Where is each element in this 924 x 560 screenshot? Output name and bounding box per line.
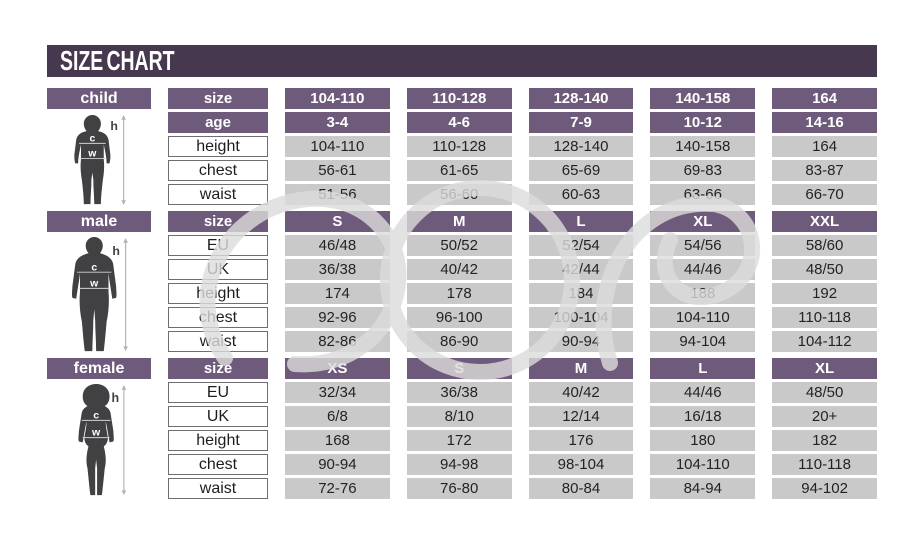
header-cell: M bbox=[529, 358, 634, 379]
value-cell: 94-104 bbox=[650, 331, 755, 352]
value-cell: 178 bbox=[407, 283, 512, 304]
header-cell: XXL bbox=[772, 211, 877, 232]
section-label-child: child bbox=[47, 88, 151, 109]
row-label: waist bbox=[168, 478, 268, 499]
value-cell: 86-90 bbox=[407, 331, 512, 352]
section-child bbox=[47, 88, 877, 205]
value-cell: 96-100 bbox=[407, 307, 512, 328]
value-cell: 42/44 bbox=[529, 259, 634, 280]
chest-label: c bbox=[93, 409, 100, 422]
value-cell: 72-76 bbox=[285, 478, 390, 499]
value-cell: 110-118 bbox=[772, 307, 877, 328]
value-cell: 8/10 bbox=[407, 406, 512, 427]
header-cell: XL bbox=[772, 358, 877, 379]
waist-label: w bbox=[92, 426, 101, 439]
section-label-female: female bbox=[47, 358, 151, 379]
section-male bbox=[47, 211, 877, 352]
value-cell: 182 bbox=[772, 430, 877, 451]
header-cell: L bbox=[650, 358, 755, 379]
value-cell: 110-128 bbox=[407, 136, 512, 157]
female-silhouette-icon bbox=[61, 384, 137, 498]
child-figure bbox=[47, 112, 151, 205]
value-cell: 54/56 bbox=[650, 235, 755, 256]
value-cell: 82-86 bbox=[285, 331, 390, 352]
value-cell: 192 bbox=[772, 283, 877, 304]
header-cell: 110-128 bbox=[407, 88, 512, 109]
female-figure bbox=[47, 382, 151, 499]
header-cell: 14-16 bbox=[772, 112, 877, 133]
value-cell: 188 bbox=[650, 283, 755, 304]
row-label: size bbox=[168, 358, 268, 379]
header-cell: 104-110 bbox=[285, 88, 390, 109]
child-silhouette-icon bbox=[59, 114, 139, 206]
height-label: h bbox=[112, 244, 120, 259]
value-cell: 180 bbox=[650, 430, 755, 451]
row-label: age bbox=[168, 112, 268, 133]
value-cell: 83-87 bbox=[772, 160, 877, 181]
value-cell: 174 bbox=[285, 283, 390, 304]
value-cell: 44/46 bbox=[650, 382, 755, 403]
value-cell: 90-94 bbox=[529, 331, 634, 352]
header-cell: 7-9 bbox=[529, 112, 634, 133]
header-cell: 128-140 bbox=[529, 88, 634, 109]
row-label: waist bbox=[168, 331, 268, 352]
header-cell: S bbox=[407, 358, 512, 379]
value-cell: 80-84 bbox=[529, 478, 634, 499]
section-label-male: male bbox=[47, 211, 151, 232]
value-cell: 56-61 bbox=[285, 160, 390, 181]
value-cell: 176 bbox=[529, 430, 634, 451]
waist-label: w bbox=[90, 278, 99, 290]
value-cell: 128-140 bbox=[529, 136, 634, 157]
value-cell: 58/60 bbox=[772, 235, 877, 256]
row-label: size bbox=[168, 211, 268, 232]
row-label: chest bbox=[168, 307, 268, 328]
value-cell: 20+ bbox=[772, 406, 877, 427]
value-cell: 50/52 bbox=[407, 235, 512, 256]
value-cell: 84-94 bbox=[650, 478, 755, 499]
header-cell: M bbox=[407, 211, 512, 232]
row-label: height bbox=[168, 283, 268, 304]
height-label: h bbox=[111, 391, 120, 406]
value-cell: 36/38 bbox=[407, 382, 512, 403]
value-cell: 46/48 bbox=[285, 235, 390, 256]
page-title-bar bbox=[47, 45, 877, 77]
value-cell: 40/42 bbox=[407, 259, 512, 280]
value-cell: 164 bbox=[772, 136, 877, 157]
value-cell: 100-104 bbox=[529, 307, 634, 328]
male-silhouette-icon bbox=[59, 237, 139, 353]
value-cell: 90-94 bbox=[285, 454, 390, 475]
waist-label: w bbox=[88, 148, 97, 160]
header-cell: 164 bbox=[772, 88, 877, 109]
value-cell: 94-98 bbox=[407, 454, 512, 475]
header-cell: XS bbox=[285, 358, 390, 379]
value-cell: 168 bbox=[285, 430, 390, 451]
value-cell: 104-110 bbox=[285, 136, 390, 157]
value-cell: 63-66 bbox=[650, 184, 755, 205]
value-cell: 140-158 bbox=[650, 136, 755, 157]
section-female bbox=[47, 358, 877, 499]
value-cell: 65-69 bbox=[529, 160, 634, 181]
value-cell: 66-70 bbox=[772, 184, 877, 205]
row-label: size bbox=[168, 88, 268, 109]
value-cell: 48/50 bbox=[772, 259, 877, 280]
row-label: height bbox=[168, 430, 268, 451]
value-cell: 36/38 bbox=[285, 259, 390, 280]
row-label: EU bbox=[168, 382, 268, 403]
value-cell: 32/34 bbox=[285, 382, 390, 403]
value-cell: 40/42 bbox=[529, 382, 634, 403]
value-cell: 184 bbox=[529, 283, 634, 304]
value-cell: 172 bbox=[407, 430, 512, 451]
value-cell: 60-63 bbox=[529, 184, 634, 205]
row-label: chest bbox=[168, 454, 268, 475]
row-label: waist bbox=[168, 184, 268, 205]
value-cell: 104-112 bbox=[772, 331, 877, 352]
value-cell: 51-56 bbox=[285, 184, 390, 205]
row-label: UK bbox=[168, 406, 268, 427]
value-cell: 104-110 bbox=[650, 454, 755, 475]
value-cell: 6/8 bbox=[285, 406, 390, 427]
header-cell: L bbox=[529, 211, 634, 232]
value-cell: 16/18 bbox=[650, 406, 755, 427]
row-label: UK bbox=[168, 259, 268, 280]
header-cell: XL bbox=[650, 211, 755, 232]
header-cell: 3-4 bbox=[285, 112, 390, 133]
header-cell: S bbox=[285, 211, 390, 232]
page-title: SIZE CHART bbox=[60, 45, 175, 76]
value-cell: 94-102 bbox=[772, 478, 877, 499]
value-cell: 92-96 bbox=[285, 307, 390, 328]
chest-label: c bbox=[89, 133, 96, 145]
header-cell: 10-12 bbox=[650, 112, 755, 133]
row-label: height bbox=[168, 136, 268, 157]
value-cell: 98-104 bbox=[529, 454, 634, 475]
value-cell: 56-60 bbox=[407, 184, 512, 205]
header-cell: 4-6 bbox=[407, 112, 512, 133]
male-figure bbox=[47, 235, 151, 352]
value-cell: 69-83 bbox=[650, 160, 755, 181]
value-cell: 110-118 bbox=[772, 454, 877, 475]
row-label: EU bbox=[168, 235, 268, 256]
size-tables bbox=[47, 88, 877, 499]
value-cell: 52/54 bbox=[529, 235, 634, 256]
height-label: h bbox=[110, 119, 118, 134]
value-cell: 104-110 bbox=[650, 307, 755, 328]
value-cell: 44/46 bbox=[650, 259, 755, 280]
value-cell: 48/50 bbox=[772, 382, 877, 403]
value-cell: 61-65 bbox=[407, 160, 512, 181]
value-cell: 12/14 bbox=[529, 406, 634, 427]
chest-label: c bbox=[91, 262, 98, 274]
value-cell: 76-80 bbox=[407, 478, 512, 499]
header-cell: 140-158 bbox=[650, 88, 755, 109]
row-label: chest bbox=[168, 160, 268, 181]
